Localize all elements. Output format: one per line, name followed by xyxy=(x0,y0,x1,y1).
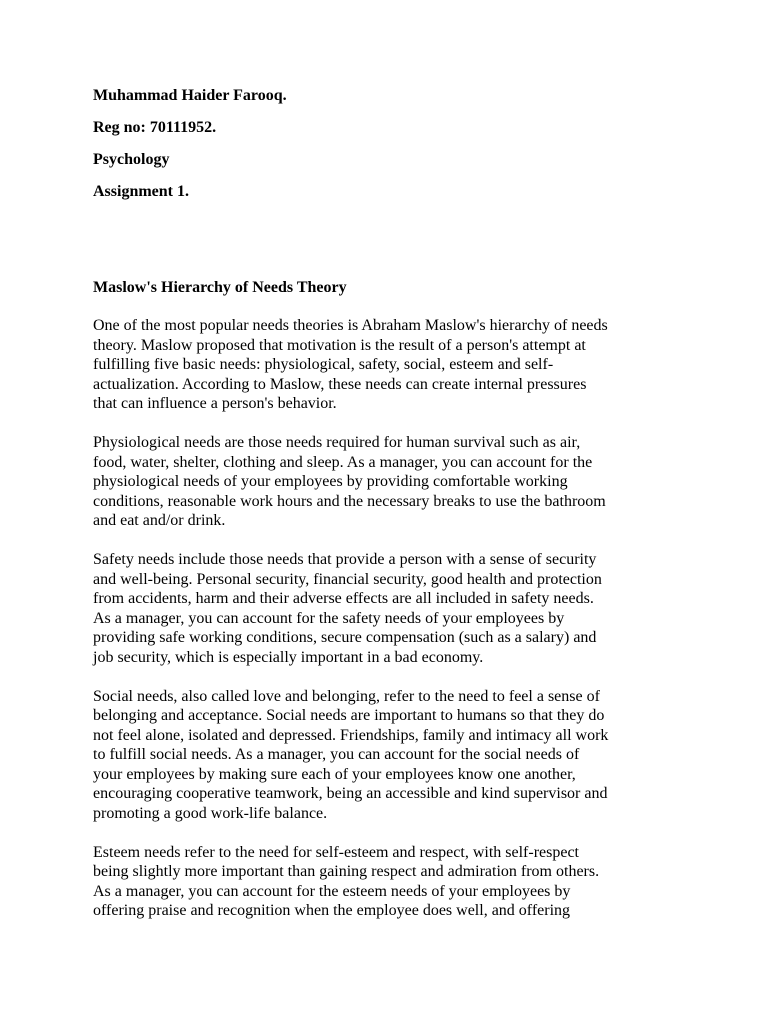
text-line: to fulfill social needs. As a manager, you can account for the social needs of xyxy=(93,746,580,764)
text-line: providing safe working conditions, secure compensation (such as a salary) and xyxy=(93,629,597,647)
text-line: As a manager, you can account for the esteem needs of your employees by xyxy=(93,882,571,900)
text-line: food, water, shelter, clothing and sleep. As a manager, you can account for the xyxy=(93,453,593,471)
assignment-line: Assignment 1. xyxy=(93,183,190,200)
text-line: As a manager, you can account for the safety needs of your employees by xyxy=(93,609,565,627)
document-title: Maslow's Hierarchy of Needs Theory xyxy=(93,279,347,296)
text-line: offering praise and recognition when the employee does well, and offering xyxy=(93,902,571,920)
text-line: job security, which is especially important in a bad economy. xyxy=(93,648,484,666)
paragraph-esteem xyxy=(93,843,683,921)
paragraph-intro xyxy=(93,316,683,414)
text-line: conditions, reasonable work hours and the necessary breaks to use the bathroom xyxy=(93,492,606,510)
text-line: Esteem needs refer to the need for self-esteem and respect, with self-respect xyxy=(93,843,579,861)
text-line: being slightly more important than gaining respect and admiration from others. xyxy=(93,863,600,881)
author-name: Muhammad Haider Farooq. xyxy=(93,87,287,104)
text-line: from accidents, harm and their adverse effects are all included in safety needs. xyxy=(93,590,594,608)
text-line: encouraging cooperative teamwork, being an accessible and kind supervisor and xyxy=(93,785,608,803)
text-line: and well-being. Personal security, financial security, good health and protection xyxy=(93,570,602,588)
document-content xyxy=(93,86,683,940)
text-line: your employees by making sure each of your employees know one another, xyxy=(93,765,576,783)
text-line: Safety needs include those needs that provide a person with a sense of security xyxy=(93,550,597,568)
text-line: belonging and acceptance. Social needs are important to humans so that they do xyxy=(93,707,605,725)
text-line: theory. Maslow proposed that motivation is the result of a person's attempt at xyxy=(93,336,586,354)
text-line: promoting a good work-life balance. xyxy=(93,805,328,823)
paragraph-social xyxy=(93,687,683,824)
subject-line: Psychology xyxy=(93,151,170,168)
text-line: Social needs, also called love and belonging, refer to the need to feel a sense of xyxy=(93,687,600,705)
text-line: actualization. According to Maslow, these needs can create internal pressures xyxy=(93,375,587,393)
paragraph-physiological xyxy=(93,433,683,531)
paragraph-safety xyxy=(93,550,683,668)
text-line: One of the most popular needs theories is Abraham Maslow's hierarchy of needs xyxy=(93,317,608,334)
text-line: and eat and/or drink. xyxy=(93,512,226,530)
text-line: Physiological needs are those needs required for human survival such as air, xyxy=(93,433,581,451)
text-line: not feel alone, isolated and depressed. Friendships, family and intimacy all work xyxy=(93,726,609,744)
text-line: fulfilling five basic needs: physiological, safety, social, esteem and self- xyxy=(93,356,554,374)
text-line: physiological needs of your employees by providing comfortable working xyxy=(93,473,568,491)
text-line: that can influence a person's behavior. xyxy=(93,395,337,413)
registration-number: Reg no: 70111952. xyxy=(93,119,217,136)
